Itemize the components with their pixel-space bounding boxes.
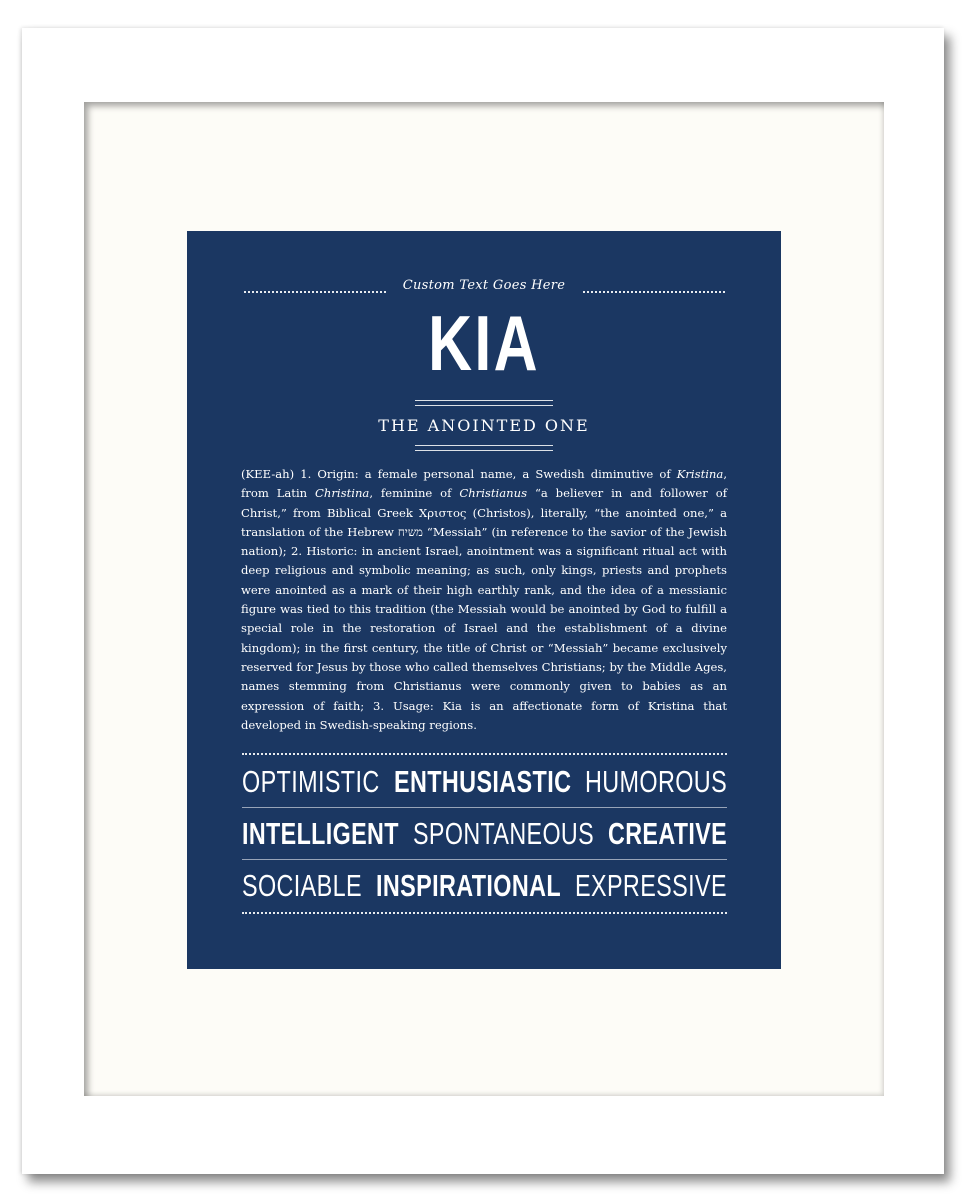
definition-text-4: “a believer in and follower of Christ,” from Biblical Greek Χριστος (Christos), literally, “the anointed one,” a translation of the Hebrew משיח “Messiah” (in reference to the savior of the Jewish nation); 2. Historic: in ancient Israel, anointment was a significant ritual act with deep religious and symbolic meaning; as such, only kings, priests and prophets were anointed as a mark of their high earthly rank, and the idea of a messianic figure was tied to this tradition (the Messiah would be anointed by God to fulfill a special role in the restoration of Israel and the establishment of a divine kingdom); in the first century, the title of Christ or “Messiah” became exclusively reserved for Jesus by those who called themselves Christians; by the Middle Ages, names stemming from Christianus were commonly given to babies as an expression of faith; 3. Usage: Kia is an affectionate form of Kristina that developed in Swedish-speaking regions.	[241, 486, 727, 732]
definition-text-2: , from Latin	[241, 467, 727, 501]
trait-word-emphasis: INTELLIGENT	[242, 816, 399, 851]
definition-italic-3: Christianus	[459, 486, 528, 501]
trait-word-emphasis: INSPIRATIONAL	[375, 868, 562, 903]
trait-row-divider	[242, 859, 727, 860]
trait-word-emphasis: CREATIVE	[607, 816, 727, 851]
trait-word: EXPRESSIVE	[575, 868, 727, 903]
name-meaning: THE ANOINTED ONE	[378, 416, 590, 435]
custom-text: Custom Text Goes Here	[402, 278, 566, 293]
meaning-rule-top	[415, 400, 553, 401]
meaning-rule-bottom-2	[415, 450, 553, 451]
definition-text-3: , feminine of	[369, 486, 460, 501]
trait-word: OPTIMISTIC	[242, 764, 380, 799]
definition-text-1: (KEE-ah) 1. Origin: a female personal name, a Swedish diminutive of	[241, 467, 677, 481]
traits-dotted-bottom	[242, 912, 727, 914]
name-print	[187, 231, 781, 969]
traits-dotted-top	[242, 753, 727, 755]
definition-italic-1: Kristina	[676, 467, 724, 481]
trait-row-3	[242, 868, 727, 904]
meaning-rule-top-2	[415, 405, 553, 406]
trait-row-divider	[242, 807, 727, 808]
trait-word: HUMOROUS	[584, 764, 727, 799]
trait-word: SPONTANEOUS	[412, 816, 594, 851]
trait-word-emphasis: ENTHUSIASTIC	[393, 764, 571, 799]
trait-word: SOCIABLE	[242, 868, 362, 903]
meaning-rule-bottom	[415, 445, 553, 446]
definition-italic-2: Christina	[315, 486, 370, 501]
trait-row-2	[242, 816, 727, 852]
name-title: KIA	[428, 299, 540, 387]
name-definition	[241, 465, 727, 735]
trait-row-1	[242, 764, 727, 800]
